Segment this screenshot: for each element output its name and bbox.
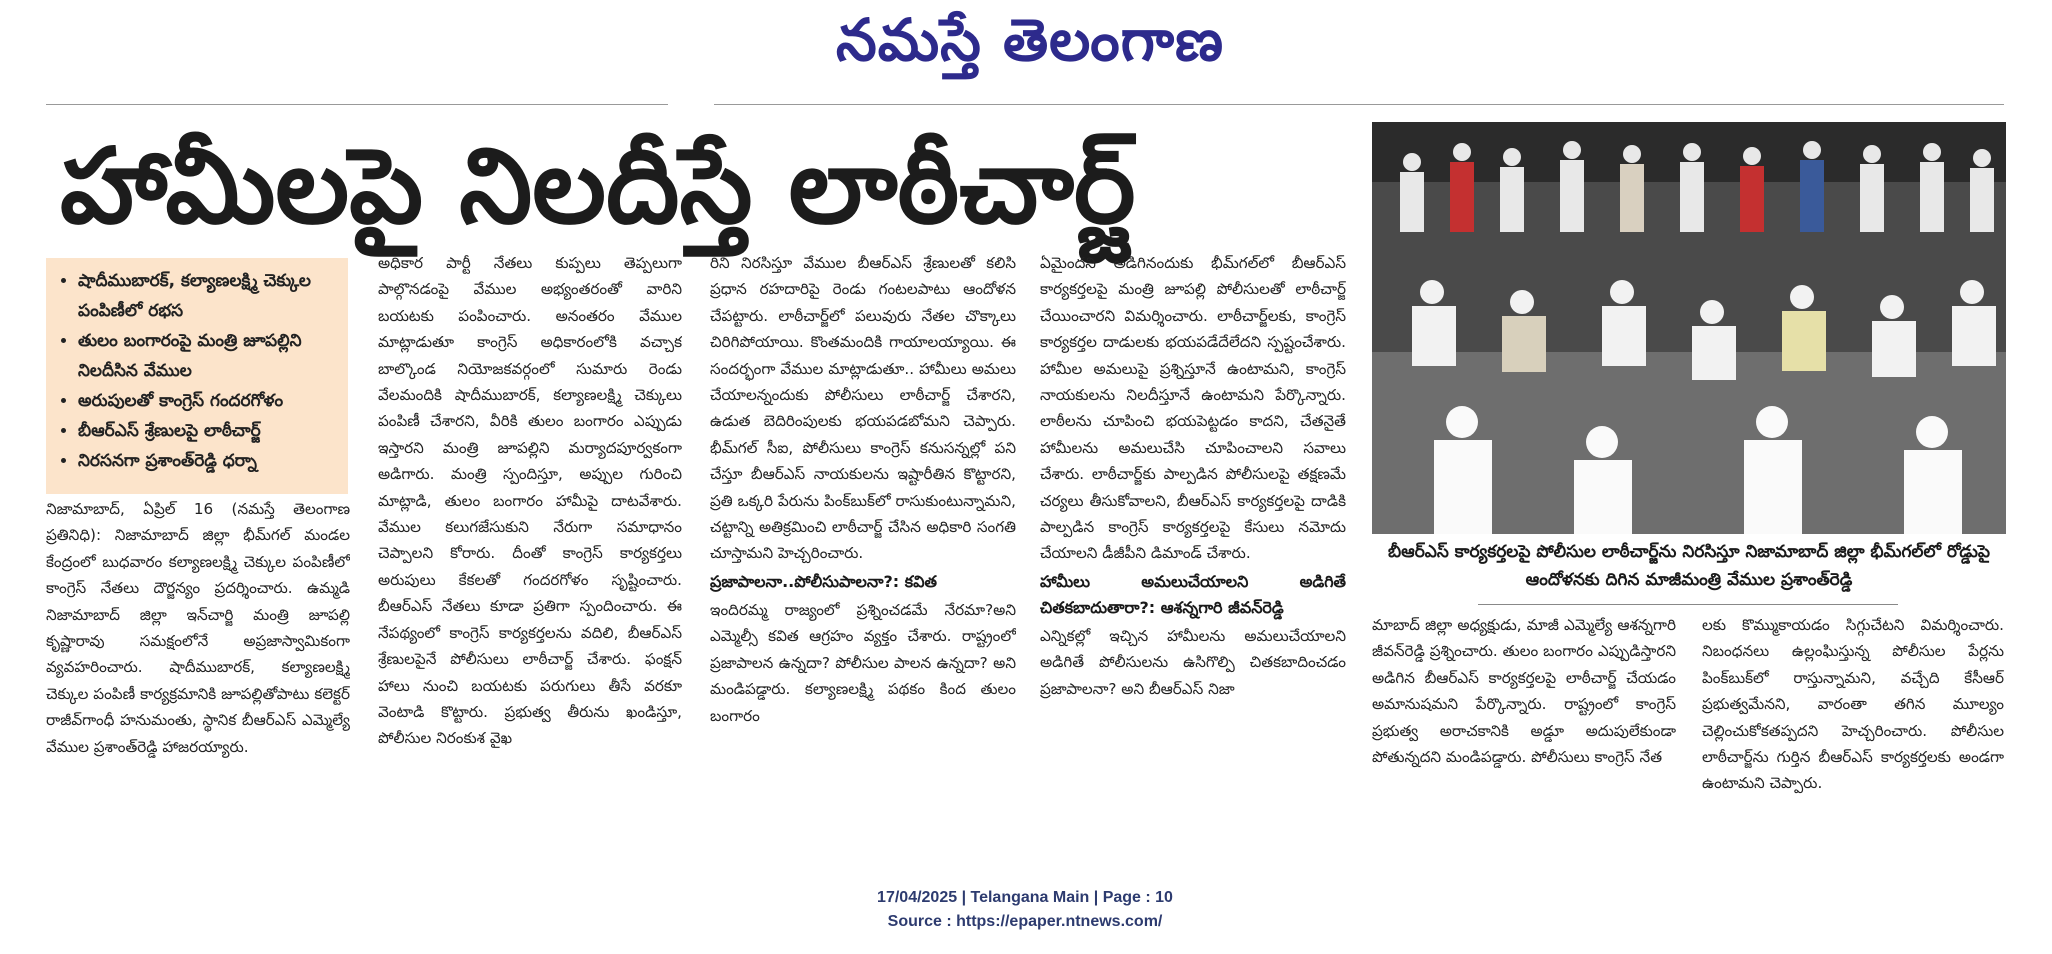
article-column-1: [46, 496, 350, 816]
article-paragraph: రిని నిరసిస్తూ వేముల బీఆర్ఎస్ శ్రేణులతో కలిసి ప్రధాన రహదారిపై రెండు గంటలపాటు ఆందోళన చేపట్టారు. లాఠీచార్జ్‌లో పలువురు నేతల చొక్కాలు చిరిగిపోయాయి. కొంతమందికి గాయాలయ్యాయి. ఈ సందర్భంగా వేముల మాట్లాడుతూ.. హామీలు అమలు చేయాలన్నందుకు పోలీసులు లాఠీచార్జ్ చేశారని, ఉడుత బెదిరింపులకు భయపడబోమని చెప్పారు. భీమ్‌గల్ సీఐ, పోలీసులు కాంగ్రెస్ కనుసన్నల్లో పని చేస్తూ బీఆర్ఎస్ నాయకులను ఇష్టారీతిన కొట్టారని, ప్రతి ఒక్కరి పేరును పింక్‌బుక్‌లో రాసుకుంటున్నామని, చట్టాన్ని అతిక్రమించి లాఠీచార్జ్ చేసిన అధికారి సంగతి చూస్తామని హెచ్చరించారు.: [710, 254, 1016, 563]
footer-source-link[interactable]: Source : https://epaper.ntnews.com/: [887, 913, 1163, 930]
article-column-5: [1372, 612, 1676, 816]
article-column-6: [1702, 612, 2004, 816]
article-paragraph: అధికార పార్టీ నేతలు కుప్పలు తెప్పలుగా పాల్గొనడంపై వేముల అభ్యంతరంతో వారిని బయటకు పంపించారు. అనంతరం వేముల మాట్లాడుతూ కాంగ్రెస్ అధికారంలోకి వచ్చాక బాల్కొండ నియోజకవర్గంలో సుమారు రెండు వేలమందికి షాదీముబారక్, కల్యాణలక్ష్మి చెక్కులు పంపిణీ చేశారని, వీరికి తులం బంగారం ఎప్పుడు ఇస్తారని మంత్రి జూపల్లిని మర్యాదపూర్వకంగా అడిగారు. మంత్రి స్పందిస్తూ, అప్పుల గురించి మాట్లాడి, తులం బంగారం హామీపై దాటవేశారు. వేముల కలుగజేసుకుని నేరుగా సమాధానం చెప్పాలని కోరారు. దీంతో కాంగ్రెస్ కార్యకర్తలు అరుపులు కేకలతో గందరగోళం సృష్టించారు. బీఆర్ఎస్ నేతలు కూడా ప్రతిగా స్పందించారు. ఈ నేపథ్యంలో కాంగ్రెస్ కార్యకర్తలను వదిలి, బీఆర్ఎస్ శ్రేణులపైనే పోలీసులు లాఠీచార్జ్ చేశారు. ఫంక్షన్ హాలు నుంచి బయటకు పరుగులు తీసే వరకూ వెంటాడి కొట్టారు. ప్రభుత్వ తీరును ఖండిస్తూ, పోలీసుల నిరంకుశ వైఖ: [378, 254, 682, 748]
highlight-item: • షాదీముబారక్, కల్యాణలక్ష్మి చెక్కుల పంపిణీలో రభస: [78, 266, 340, 326]
masthead-rule-right: [714, 104, 2004, 105]
highlights-list: [56, 266, 340, 476]
highlight-item: • అరుపులతో కాంగ్రెస్ గందరగోళం: [78, 386, 340, 416]
article-column-2: [378, 250, 682, 816]
highlight-item: • నిరసనగా ప్రశాంత్‌రెడ్డి ధర్నా: [78, 446, 340, 476]
caption-divider: [1478, 604, 1898, 605]
article-column-3: [710, 250, 1016, 816]
photo-illustration: [1372, 122, 2006, 534]
subheading-jeevan-reddy: హామీలు అమలుచేయాలని అడిగితే చితకబాదుతారా?: ఆశన్నగారి జీవన్‌రెడ్డి: [1040, 571, 1346, 617]
crowd-protest-photo: [1372, 122, 2006, 534]
page-footer: [700, 886, 1350, 934]
footer-date-page: 17/04/2025 | Telangana Main | Page : 10: [877, 889, 1173, 906]
article-column-4: [1040, 250, 1346, 816]
masthead-logo: నమస్తే తెలంగాణ: [836, 6, 1224, 74]
article-paragraph: ఎన్నికల్లో ఇచ్చిన హామీలను అమలుచేయాలని అడిగితే పోలీసులను ఉసిగొల్పి చితకబాదించడం ప్రజాపాలనా? అని బీఆర్ఎస్ నిజా: [1040, 626, 1346, 698]
photo-caption: బీఆర్ఎస్ కార్యకర్తలపై పోలీసుల లాఠీచార్జ్‌ను నిరసిస్తూ నిజామాబాద్ జిల్లా భీమ్‌గల్‌లో రోడ్డుపై ఆందోళనకు దిగిన మాజీమంత్రి వేముల ప్రశాంత్‌రెడ్డి: [1388, 542, 1990, 590]
masthead-rule-left: [46, 104, 668, 105]
article-paragraph: మాబాద్ జిల్లా అధ్యక్షుడు, మాజీ ఎమ్మెల్యే ఆశన్నగారి జీవన్‌రెడ్డి ప్రశ్నించారు. తులం బంగారం ఎప్పుడిస్తారని అడిగిన బీఆర్ఎస్ కార్యకర్తలపై లాఠీచార్జ్ చేయడం అమానుషమని పేర్కొన్నారు. రాష్ట్రంలో కాంగ్రెస్ ప్రభుత్వ అరాచకానికి అడ్డూ అదుపులేకుండా పోతున్నదని మండిపడ్డారు. పోలీసులు కాంగ్రెస్ నేత: [1372, 616, 1676, 767]
article-paragraph: ఇందిరమ్మ రాజ్యంలో ప్రశ్నించడమే నేరమా?అని ఎమ్మెల్సీ కవిత ఆగ్రహం వ్యక్తం చేశారు. రాష్ట్రంలో ప్రజాపాలన ఉన్నదా? పోలీసుల పాలన ఉన్నదా? అని మండిపడ్డారు. కల్యాణలక్ష్మి పథకం కింద తులం బంగారం: [710, 600, 1016, 725]
article-paragraph: ఏమైందని అడిగినందుకు భీమ్‌గల్‌లో బీఆర్ఎస్ కార్యకర్తలపై మంత్రి జూపల్లి పోలీసులతో లాఠీచార్జ్ చేయించారని విమర్శించారు. లాఠీచార్జ్‌లకు, కాంగ్రెస్ కార్యకర్తల దాడులకు భయపడేదేలేదని స్పష్టంచేశారు. హామీల అమలుపై ప్రశ్నిస్తూనే ఉంటామని, కాంగ్రెస్ నాయకులను నిలదీస్తూనే ఉంటామని పేర్కొన్నారు. లాఠీలను చూపించి భయపెట్టడం కాదని, చేతనైతే హామీలను అమలుచేసి చూపించాలని సవాలు చేశారు. లాఠీచార్జ్‌కు పాల్పడిన పోలీసులపై తక్షణమే చర్యలు తీసుకోవాలని, బీఆర్ఎస్ కార్యకర్తలపై దాడికి పాల్పడిన కాంగ్రెస్ కార్యకర్తలపై కేసులు నమోదు చేయాలని డీజీపీని డిమాండ్ చేశారు.: [1040, 254, 1346, 563]
subheading-kavitha: ప్రజాపాలనా..పోలీసుపాలనా?: కవిత: [710, 571, 937, 591]
article-paragraph: నిజామాబాద్, ఏప్రిల్ 16 (నమస్తే తెలంగాణ ప్రతినిధి): నిజామాబాద్ జిల్లా భీమ్‌గల్ మండల కేంద్రంలో బుధవారం కల్యాణలక్ష్మి చెక్కుల పంపిణీలో కాంగ్రెస్ నేతలు దౌర్జన్యం ప్రదర్శించారు. ఉమ్మడి నిజామాబాద్ జిల్లా ఇన్‌చార్జి మంత్రి జూపల్లి కృష్ణారావు సమక్షంలోనే అప్రజాస్వామికంగా వ్యవహరించారు. షాదీముబారక్, కల్యాణలక్ష్మి చెక్కుల పంపిణీ కార్యక్రమానికి జూపల్లితోపాటు కలెక్టర్ రాజీవ్‌గాంధీ హనుమంతు, స్థానిక బీఆర్ఎస్ ఎమ్మెల్యే వేముల ప్రశాంత్‌రెడ్డి హాజరయ్యారు.: [46, 500, 350, 756]
highlight-item: • తులం బంగారంపై మంత్రి జూపల్లిని నిలదీసిన వేముల: [78, 326, 340, 386]
article-paragraph: లకు కొమ్ముకాయడం సిగ్గుచేటని విమర్శించారు. నిబంధనలు ఉల్లంఘిస్తున్న పోలీసుల పేర్లను పింక్‌బుక్‌లో రాస్తున్నామని, వచ్చేది కేసీఆర్ ప్రభుత్వమేనని, వారంతా తగిన మూల్యం చెల్లించుకోకతప్పదని హెచ్చరించారు. పోలీసుల లాఠీచార్జ్‌ను గుర్తిన బీఆర్ఎస్ కార్యకర్తలకు అండగా ఉంటామని చెప్పారు.: [1702, 616, 2004, 793]
highlights-box: [46, 258, 348, 494]
highlight-item: • బీఆర్ఎస్ శ్రేణులపై లాఠీచార్జ్: [78, 416, 340, 446]
headline: హామీలపై నిలదీస్తే లాఠీచార్జ్: [60, 125, 1136, 247]
